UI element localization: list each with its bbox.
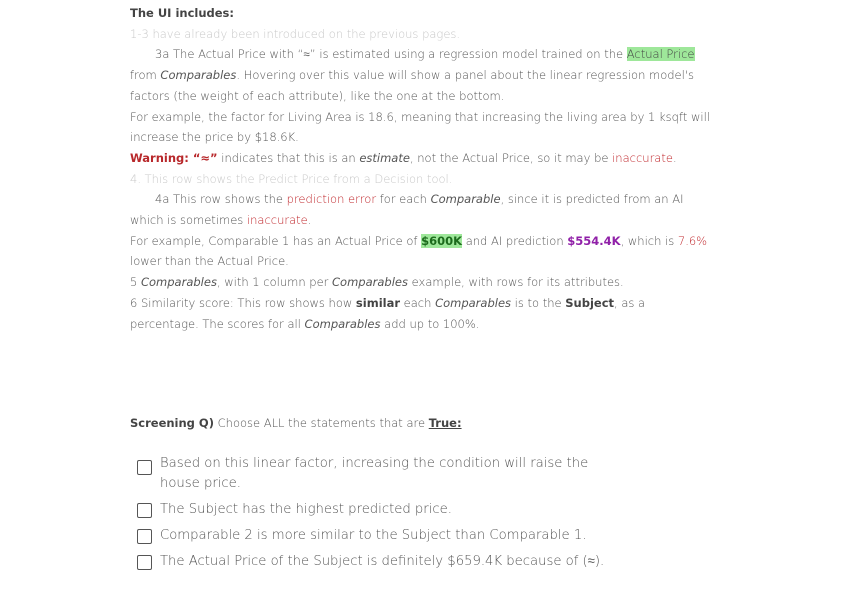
comparable-italic: Comparable: [430, 192, 501, 207]
screening-question: [130, 413, 462, 433]
option-highest-predicted[interactable]: [137, 500, 657, 520]
screening-options: [137, 454, 657, 578]
option-comparable-similarity[interactable]: [137, 526, 657, 546]
screening-prompt: Choose ALL the statements that are: [213, 416, 429, 430]
item-3a-text: 3a The Actual Price with “≈” is estimated using a regression model trained on the: [155, 47, 627, 62]
item-3a-hover-text: . Hovering over this value will show a panel about the linear regression model's: [236, 68, 694, 83]
example-1-line2: increase the price by $18.6K.: [130, 130, 299, 145]
example-2-text-c: , which is: [620, 233, 678, 248]
actual-price-value: $600K: [421, 233, 463, 248]
option-label-2[interactable]: The Subject has the highest predicted price.: [160, 502, 452, 517]
item-6-line1: [130, 293, 710, 314]
subject-bold: Subject: [565, 295, 615, 310]
comparables-italic: Comparables: [160, 68, 237, 83]
ui-includes-heading: The UI includes:: [130, 6, 235, 20]
option-checkbox-4[interactable]: [137, 555, 152, 570]
item-3a-line1: [130, 44, 710, 65]
inaccurate-red: inaccurate: [612, 150, 673, 165]
error-percent: 7.6%: [677, 233, 708, 248]
item-6-text-c: is to the: [511, 295, 566, 310]
comparables-italic-3: Comparables: [332, 275, 408, 290]
item-4a-line2: [130, 210, 710, 231]
item-3a-from: from: [130, 68, 161, 83]
warning-period: .: [672, 150, 677, 165]
item-4a-text-d: which is sometimes: [130, 213, 247, 228]
item-5-text-b: , with 1 column per: [216, 275, 333, 290]
item-6-text-b: each: [400, 295, 436, 310]
item-4a-text-b: for each: [376, 192, 431, 207]
option-linear-factor[interactable]: [137, 454, 657, 494]
warning-text-a: indicates that this is an: [217, 150, 360, 165]
example-2-line1: [130, 231, 710, 252]
option-label-3[interactable]: Comparable 2 is more similar to the Subject than Comparable 1.: [160, 528, 587, 543]
option-label-4[interactable]: The Actual Price of the Subject is definitely $659.4K because of (≈).: [160, 554, 605, 569]
item-6-text-a: 6 Similarity score: This row shows how: [130, 295, 356, 310]
item-3a-line2: [130, 65, 710, 86]
example-2-text-b: and AI prediction: [462, 233, 568, 248]
item-6-text-d: , as a: [614, 295, 646, 310]
item-6-line2: [130, 314, 710, 335]
option-checkbox-3[interactable]: [137, 529, 152, 544]
warning-label: Warning: “≈”: [130, 150, 218, 165]
comparables-italic-5: Comparables: [304, 316, 381, 331]
item-6-text-e: percentage. The scores for all: [130, 316, 305, 331]
item-4a-text-c: , since it is predicted from an AI: [500, 192, 684, 207]
instructions-panel: [130, 3, 710, 334]
item-4a-line1: [130, 189, 710, 210]
actual-price-highlight: Actual Price: [626, 47, 695, 62]
true-label: True:: [428, 416, 462, 430]
warning-line: [130, 148, 710, 169]
item-3a-line3: factors (the weight of each attribute), like the one at the bottom.: [130, 88, 505, 103]
option-label-1[interactable]: Based on this linear factor, increasing the condition will raise the house price.: [160, 456, 589, 491]
estimate-italic: estimate: [359, 150, 410, 165]
option-checkbox-1[interactable]: [137, 460, 152, 475]
item-5-text-c: example, with rows for its attributes.: [407, 275, 624, 290]
option-checkbox-2[interactable]: [137, 503, 152, 518]
inaccurate-red-2: inaccurate: [246, 213, 308, 228]
item-4-text: 4. This row shows the Predict Price from a Decision tool.: [130, 171, 453, 186]
comparables-italic-2: Comparables: [140, 275, 217, 290]
comparables-italic-4: Comparables: [435, 295, 512, 310]
screening-label: Screening Q): [130, 416, 214, 430]
item-5-num: 5: [130, 275, 141, 290]
ai-prediction-value: $554.4K: [567, 233, 621, 248]
example-1-line1: For example, the factor for Living Area is 18.6, meaning that increasing the living area by 1 ksqft will: [130, 109, 710, 124]
item-1-3-text: 1-3 have already been introduced on the previous pages.: [130, 26, 461, 41]
warning-text-b: , not the Actual Price, so it may be: [409, 150, 613, 165]
item-4a-period: .: [307, 213, 312, 228]
option-actual-price-definite[interactable]: [137, 552, 657, 572]
similar-bold: similar: [355, 295, 401, 310]
item-6-text-f: add up to 100%.: [380, 316, 480, 331]
example-2-line2: lower than the Actual Price.: [130, 254, 289, 269]
prediction-error-red: prediction error: [286, 192, 377, 207]
example-2-text-a: For example, Comparable 1 has an Actual Price of: [130, 233, 422, 248]
item-4a-text-a: 4a This row shows the: [155, 192, 287, 207]
item-5-line: [130, 272, 710, 293]
